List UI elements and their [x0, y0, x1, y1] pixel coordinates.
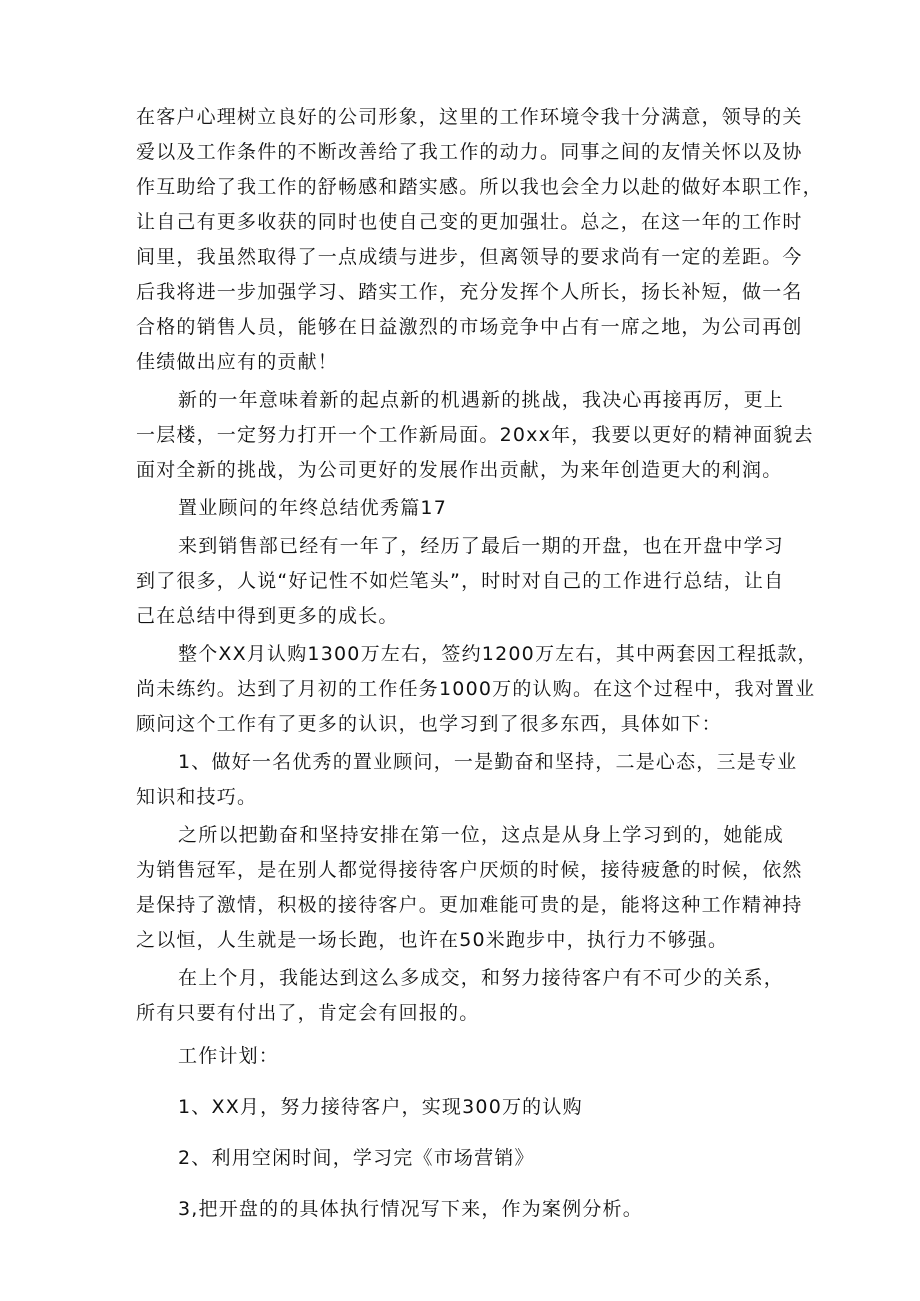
text-line: 后我将进一步加强学习、踏实工作，充分发挥个人所长，扬长补短，做一名	[136, 281, 803, 303]
text-line: 是保持了激情，积极的接待客户。更加难能可贵的是，能将这种工作精神持	[136, 894, 803, 916]
text-line: 作互助给了我工作的舒畅感和踏实感。所以我也会全力以赴的做好本职工作，	[136, 176, 823, 198]
paragraph-results	[136, 637, 818, 742]
paragraph-last-month	[136, 961, 796, 1031]
text-line: 己在总结中得到更多的成长。	[136, 605, 399, 627]
text-line: 知识和技巧。	[136, 786, 258, 808]
text-line: 尚未练约。达到了月初的工作任务1000万的认购。在这个过程中，我对置业	[136, 678, 816, 700]
plan-item-2	[136, 1141, 796, 1176]
text-line: 到了很多，人说“好记性不如烂笔头”，时时对自己的工作进行总结，让自	[136, 570, 785, 592]
heading-line: 工作计划：	[178, 1045, 280, 1067]
text-line: 在上个月，我能达到这么多成交，和努力接待客户有不可少的关系，	[178, 967, 785, 989]
paragraph-intro	[136, 529, 796, 634]
list-item: 1、XX月，努力接待客户，实现300万的认购	[178, 1096, 583, 1118]
text-line: 间里，我虽然取得了一点成绩与进步，但离领导的要求尚有一定的差距。今	[136, 246, 803, 268]
text-line: 让自己有更多收获的同时也使自己变的更加强壮。总之，在这一年的工作时	[136, 211, 803, 233]
text-line: 合格的销售人员，能够在日益激烈的市场竞争中占有一席之地，为公司再创	[136, 316, 803, 338]
paragraph-new-year	[136, 383, 814, 488]
paragraph-diligence	[136, 818, 803, 958]
text-line: 佳绩做出应有的贡献！	[136, 351, 339, 373]
text-line: 顾问这个工作有了更多的认识，也学习到了很多东西，具体如下：	[136, 713, 722, 735]
document-page	[136, 100, 823, 1227]
paragraph-point-1	[136, 745, 796, 815]
text-line: 所有只要有付出了，肯定会有回报的。	[136, 1002, 480, 1024]
text-line: 新的一年意味着新的起点新的机遇新的挑战，我决心再接再厉，更上	[178, 389, 785, 411]
work-plan-heading	[136, 1039, 796, 1074]
text-line: 1、做好一名优秀的置业顾问，一是勤奋和坚持，二是心态，三是专业	[178, 751, 798, 773]
plan-item-1	[136, 1090, 796, 1125]
text-line: 之以恒，人生就是一场长跑，也许在50米跑步中，执行力不够强。	[136, 929, 729, 951]
text-line: 为销售冠军，是在别人都觉得接待客户厌烦的时候，接待疲惫的时候，依然	[136, 859, 803, 881]
text-line: 整个XX月认购1300万左右，签约1200万左右，其中两套因工程抵款，	[178, 643, 818, 665]
plan-item-3	[136, 1192, 796, 1227]
text-line: 爱以及工作条件的不断改善给了我工作的动力。同事之间的友情关怀以及协	[136, 141, 803, 163]
text-line: 在客户心理树立良好的公司形象，这里的工作环境令我十分满意，领导的关	[136, 106, 803, 128]
text-line: 面对全新的挑战，为公司更好的发展作出贡献，为来年创造更大的利润。	[136, 459, 783, 481]
paragraph-continuation	[136, 100, 823, 380]
section-heading	[136, 491, 796, 526]
text-line: 来到销售部已经有一年了，经历了最后一期的开盘，也在开盘中学习	[178, 535, 785, 557]
text-line: 之所以把勤奋和坚持安排在第一位，这点是从身上学习到的，她能成	[178, 824, 785, 846]
text-line: 一层楼，一定努力打开一个工作新局面。20xx年，我要以更好的精神面貌去	[136, 424, 814, 446]
heading-line: 置业顾问的年终总结优秀篇17	[178, 497, 447, 519]
list-item: 3,把开盘的的具体执行情况写下来，作为案例分析。	[178, 1198, 643, 1220]
list-item: 2、利用空闲时间，学习完《市场营销》	[178, 1147, 535, 1169]
